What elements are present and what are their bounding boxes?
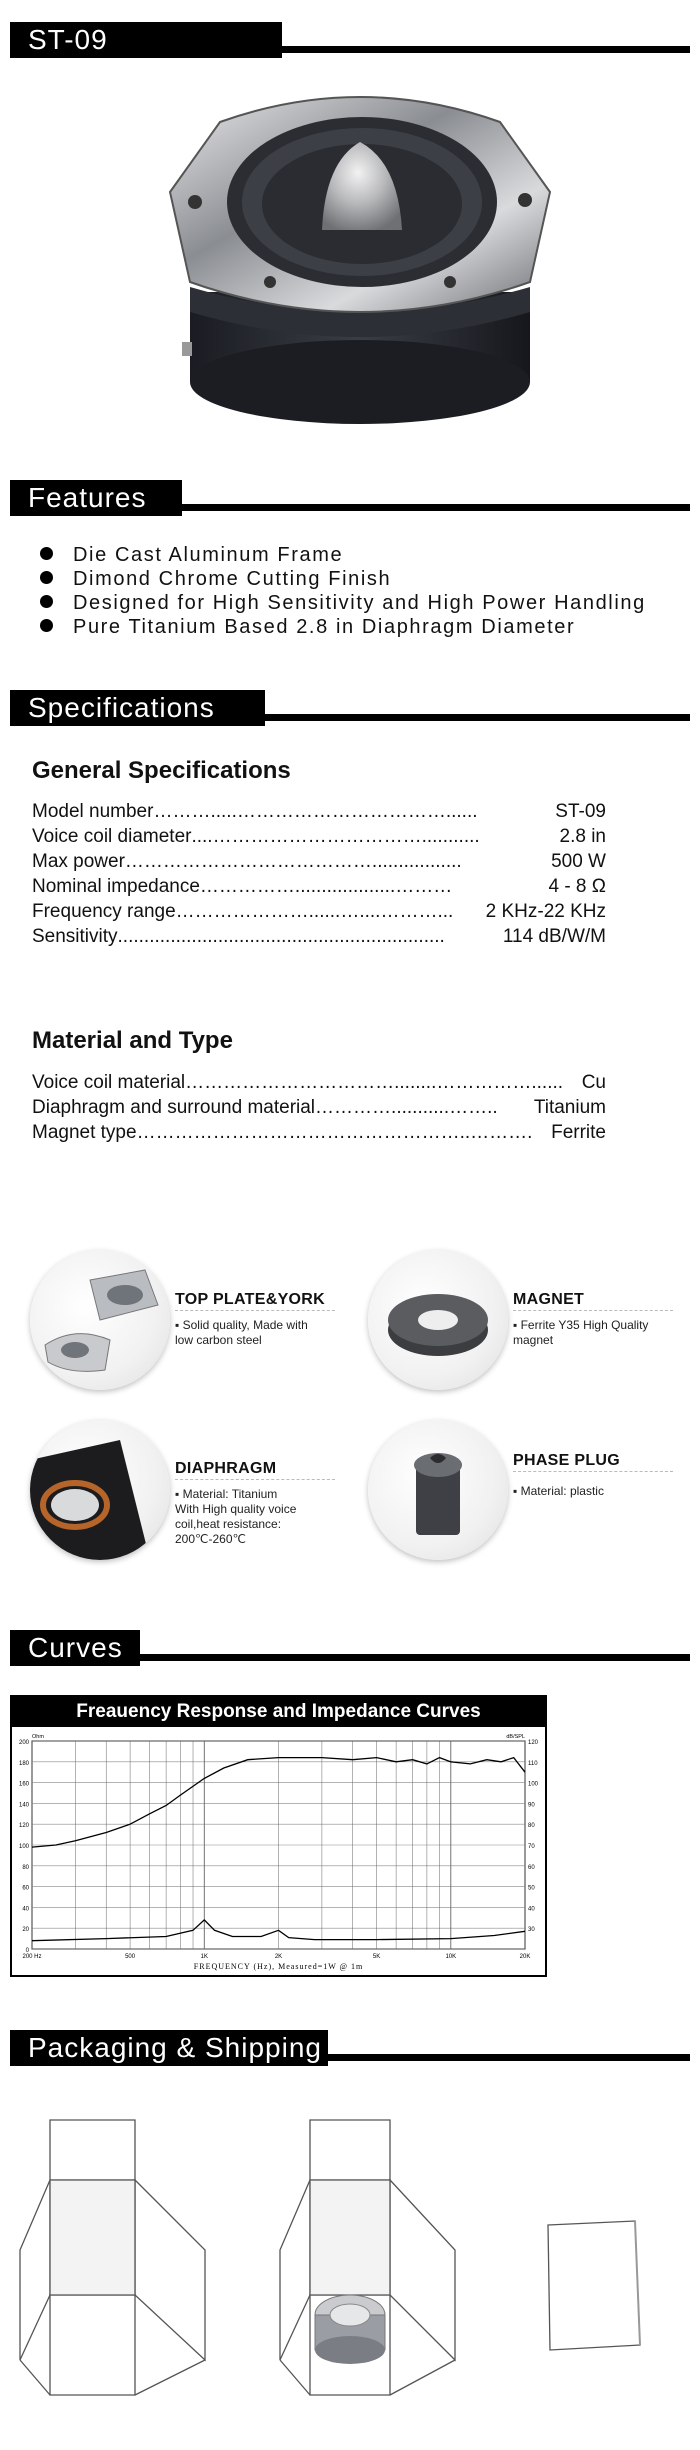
general-specs-heading: General Specifications bbox=[32, 757, 291, 784]
component-desc-top-plate: ▪ Solid quality, Made with low carbon steel bbox=[175, 1318, 308, 1347]
x-tick-label: 20K bbox=[519, 1954, 531, 1960]
spec-row-max-power: Max power …………………………………................. 500 W bbox=[32, 851, 606, 872]
feature-item: Die Cast Aluminum Frame bbox=[40, 543, 343, 567]
bullet-icon bbox=[40, 619, 53, 632]
chart-title: Freauency Response and Impedance Curves bbox=[12, 1697, 545, 1727]
spec-row-magnet-type: Magnet type ……………………………………………..………. Ferrite bbox=[32, 1122, 606, 1143]
y-left-tick-label: 100 bbox=[18, 1844, 29, 1850]
feature-item: Pure Titanium Based 2.8 in Diaphragm Diameter bbox=[40, 615, 575, 639]
component-title-diaphragm: DIAPHRAGM bbox=[175, 1460, 277, 1477]
y-right-tick-label: 40 bbox=[528, 1906, 535, 1913]
magnet-image bbox=[368, 1250, 508, 1390]
y-right-tick-label: 70 bbox=[528, 1844, 535, 1850]
spec-row-model-number: Model number ……….....……………………………...... ST-09 bbox=[32, 801, 606, 822]
phase-plug-image bbox=[368, 1420, 508, 1560]
open-box-with-product-illustration bbox=[260, 2110, 470, 2410]
component-title-magnet: MAGNET bbox=[513, 1291, 585, 1308]
divider bbox=[175, 1479, 335, 1480]
y-left-tick-label: 80 bbox=[22, 1864, 29, 1871]
y-right-tick-label: 80 bbox=[528, 1823, 535, 1830]
curves-header-bar bbox=[10, 1630, 690, 1666]
model-header-bar bbox=[10, 22, 690, 58]
diaphragm-drawing bbox=[30, 1420, 170, 1560]
component-desc-diaphragm: ▪ Material: Titanium With High quality voice coil,heat resistance: 200℃-260℃ bbox=[175, 1487, 297, 1546]
y-left-tick-label: 60 bbox=[22, 1885, 29, 1892]
x-tick-label: 2K bbox=[274, 1954, 283, 1960]
curves-title: Curves bbox=[28, 1632, 123, 1663]
x-tick-label: 10K bbox=[445, 1954, 457, 1960]
features-header-bar bbox=[10, 480, 690, 516]
top-plate-image bbox=[30, 1250, 170, 1390]
chart-plot bbox=[12, 1727, 545, 1975]
divider bbox=[513, 1471, 673, 1472]
frequency-response-chart bbox=[10, 1695, 547, 1977]
material-type-heading: Material and Type bbox=[32, 1027, 233, 1054]
component-desc-magnet: ▪ Ferrite Y35 High Quality magnet bbox=[513, 1318, 649, 1347]
divider bbox=[175, 1310, 335, 1311]
bullet-icon bbox=[40, 595, 53, 608]
x-tick-label: 500 bbox=[125, 1954, 136, 1960]
phase-plug-drawing bbox=[368, 1420, 508, 1560]
packaging-title: Packaging & Shipping bbox=[28, 2032, 322, 2063]
x-tick-label: 200 Hz bbox=[22, 1954, 42, 1960]
y-left-tick-label: 40 bbox=[22, 1906, 29, 1913]
features-title: Features bbox=[28, 482, 147, 513]
open-box-illustration bbox=[10, 2110, 220, 2410]
y-right-tick-label: 30 bbox=[528, 1927, 535, 1934]
magnet-drawing bbox=[368, 1250, 508, 1390]
component-desc-phase-plug: ▪ Material: plastic bbox=[513, 1484, 604, 1498]
x-tick-label: 1K bbox=[200, 1954, 208, 1960]
specifications-title: Specifications bbox=[28, 692, 215, 723]
spec-row-voice-coil-diameter: Voice coil diameter ....……………………………........... 2.8 in bbox=[32, 826, 606, 847]
divider bbox=[513, 1310, 673, 1311]
y-right-unit-label: dB/SPL bbox=[506, 1734, 525, 1740]
product-image bbox=[150, 82, 570, 442]
component-title-top-plate: TOP PLATE&YORK bbox=[175, 1291, 325, 1308]
y-left-tick-label: 180 bbox=[18, 1760, 29, 1767]
y-right-tick-label: 110 bbox=[528, 1760, 538, 1767]
y-left-tick-label: 160 bbox=[18, 1781, 29, 1788]
y-right-tick-label: 60 bbox=[528, 1864, 535, 1871]
y-left-tick-label: 200 bbox=[18, 1740, 29, 1746]
x-axis-label: FREQUENCY (Hz), Measured=1W @ 1m bbox=[193, 1962, 364, 1971]
y-left-unit-label: Ohm bbox=[32, 1734, 44, 1740]
y-right-tick-label: 100 bbox=[528, 1781, 539, 1788]
spec-row-frequency-range: Frequency range …………………......…....………... 2 KHz-22 KHz bbox=[32, 901, 606, 922]
feature-item: Dimond Chrome Cutting Finish bbox=[40, 567, 391, 591]
y-right-tick-label: 50 bbox=[528, 1885, 535, 1892]
y-right-tick-label: 120 bbox=[528, 1740, 539, 1746]
bullet-icon bbox=[40, 547, 53, 560]
diaphragm-image bbox=[30, 1420, 170, 1560]
spec-row-diaphragm-material: Diaphragm and surround material …………...........…….. Titanium bbox=[32, 1097, 606, 1118]
packaging-header-bar bbox=[10, 2030, 690, 2066]
feature-item: Designed for High Sensitivity and High Power Handling bbox=[40, 591, 646, 615]
y-right-tick-label: 90 bbox=[528, 1802, 535, 1809]
bullet-icon bbox=[40, 571, 53, 584]
x-tick-label: 5K bbox=[372, 1954, 381, 1960]
y-left-tick-label: 140 bbox=[18, 1802, 29, 1809]
y-left-tick-label: 20 bbox=[22, 1927, 29, 1934]
closed-box-illustration bbox=[540, 2215, 650, 2355]
component-title-phase-plug: PHASE PLUG bbox=[513, 1452, 621, 1469]
y-left-tick-label: 120 bbox=[18, 1823, 29, 1830]
model-title: ST-09 bbox=[28, 24, 108, 55]
spec-row-voice-coil-material: Voice coil material ……………………………........……………...... Cu bbox=[32, 1072, 606, 1093]
specifications-header-bar bbox=[10, 690, 690, 726]
spec-row-sensitivity: Sensitivity .............................................................. 114 dB/W/M bbox=[32, 926, 606, 947]
spec-row-nominal-impedance: Nominal impedance ……………...................……… 4 - 8 Ω bbox=[32, 876, 606, 897]
y-left-tick-label: 0 bbox=[25, 1948, 29, 1954]
top-plate-drawing bbox=[30, 1250, 170, 1390]
